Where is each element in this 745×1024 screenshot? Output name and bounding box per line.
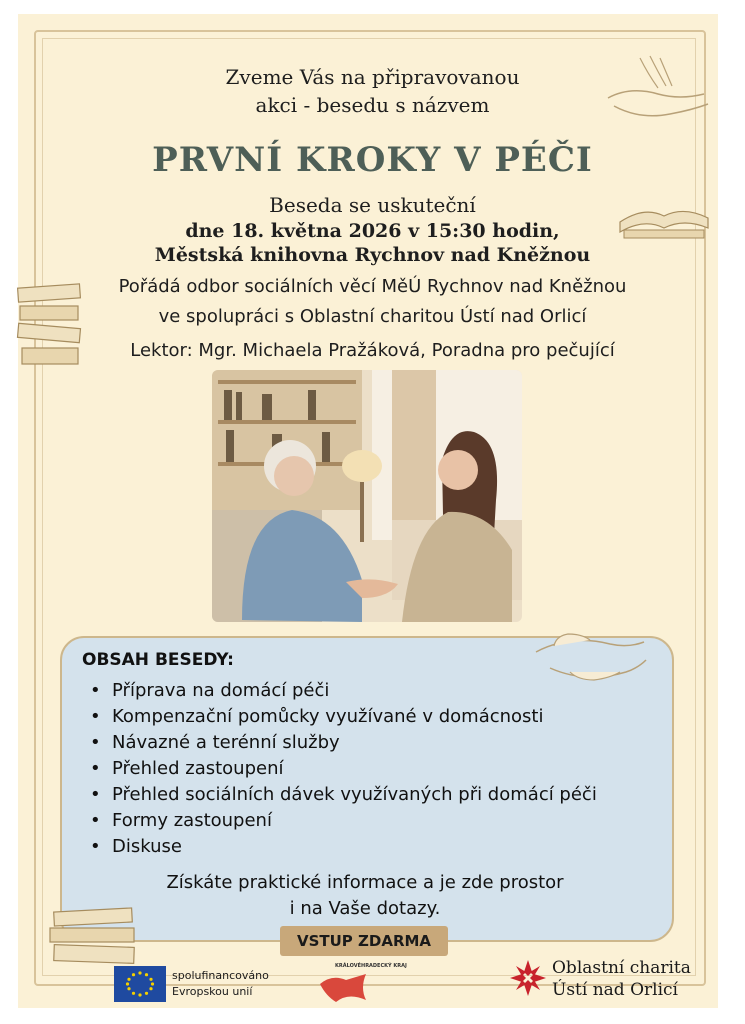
books-icon [46, 902, 142, 970]
list-item: • Příprava na domácí péči [90, 678, 597, 704]
organizer-line-2: ve spolupráci s Oblastní charitou Ústí nad Orlicí [158, 306, 587, 327]
charita-cross-icon [508, 958, 548, 998]
event-title: PRVNÍ KROKY V PÉČI [152, 140, 593, 180]
kraj-logo-icon [318, 970, 370, 1004]
invite-line-2: akci - besedu s názvem [255, 93, 490, 117]
list-item: • Návazné a terénní služby [90, 730, 597, 756]
admission-badge: VSTUP ZDARMA [280, 926, 448, 956]
organizer-line-1: Pořádá odbor sociálních věcí MěÚ Rychnov nad Kněžnou [118, 276, 627, 297]
charita-name-line-2: Ústí nad Orlicí [552, 980, 678, 1000]
eu-flag-icon [114, 966, 166, 1002]
charita-name-line-1: Oblastní charita [552, 958, 691, 978]
invite-line-1: Zveme Vás na připravovanou [225, 65, 520, 89]
content-list [90, 678, 597, 860]
content-heading: OBSAH BESEDY: [82, 650, 234, 670]
list-item: • Přehled zastoupení [90, 756, 597, 782]
closing-line-2: i na Vaše dotazy. [289, 898, 441, 919]
eu-text-line-1: spolufinancováno [172, 969, 269, 982]
eu-text-line-2: Evropskou unií [172, 985, 253, 998]
event-intro: Beseda se uskuteční [269, 193, 476, 217]
list-item: • Formy zastoupení [90, 808, 597, 834]
event-illustration [212, 370, 522, 622]
list-item: • Diskuse [90, 834, 597, 860]
event-venue: Městská knihovna Rychnov nad Kněžnou [154, 244, 591, 266]
list-item: • Přehled sociálních dávek využívaných při domácí péči [90, 782, 597, 808]
event-date: dne 18. května 2026 v 15:30 hodin, [185, 220, 560, 242]
list-item: • Kompenzační pomůcky využívané v domácnosti [90, 704, 597, 730]
closing-line-1: Získáte praktické informace a je zde prostor [166, 872, 564, 893]
kraj-label: KRÁLOVÉHRADECKÝ KRAJ [335, 963, 407, 969]
lecturer: Lektor: Mgr. Michaela Pražáková, Poradna pro pečující [130, 340, 615, 361]
